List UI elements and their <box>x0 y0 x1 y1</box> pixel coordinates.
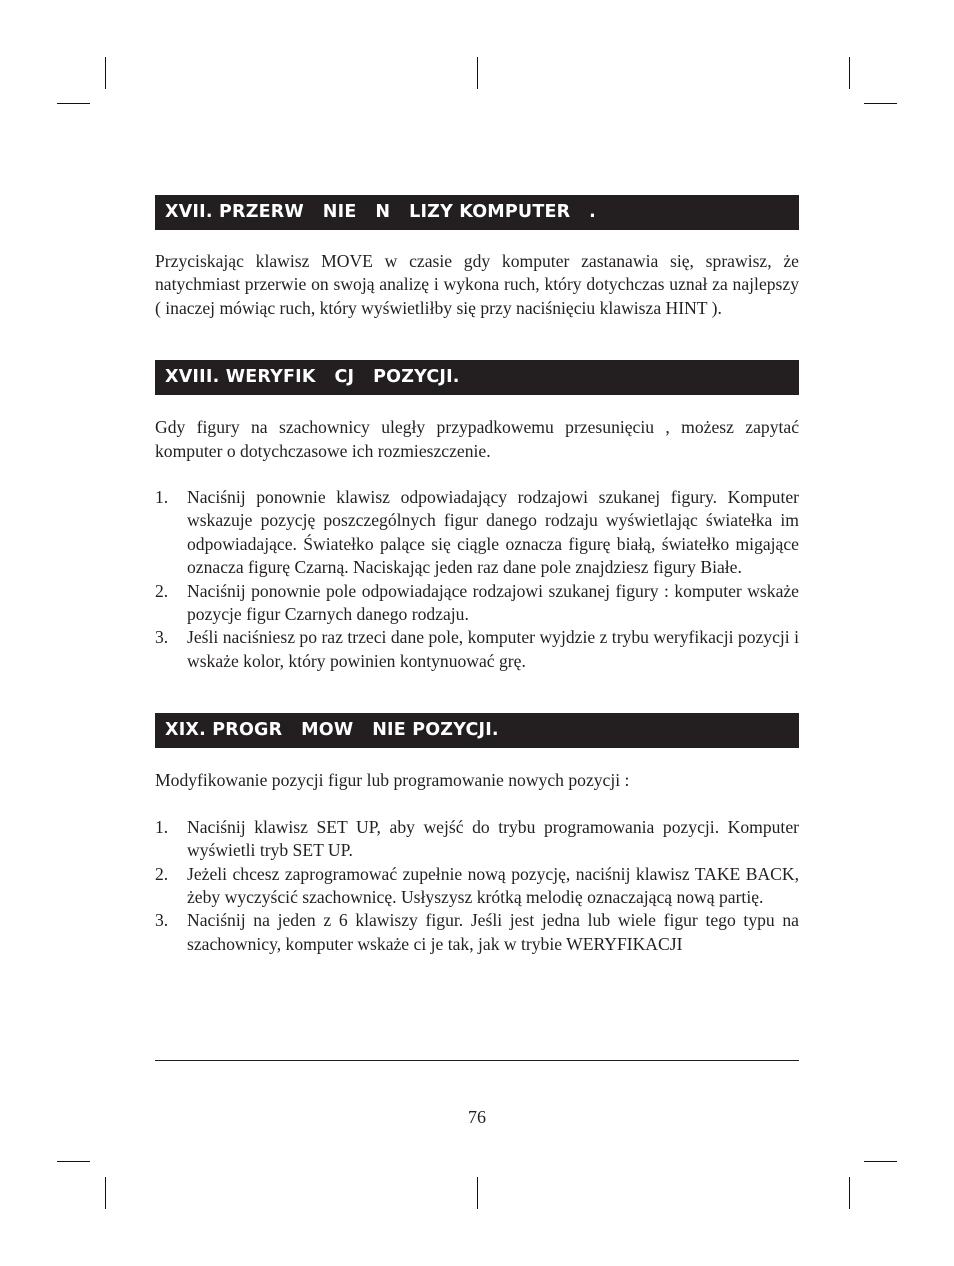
page-content <box>155 195 799 956</box>
crop-mark <box>477 1177 478 1209</box>
crop-mark <box>105 1177 106 1209</box>
list-item: 2. Naciśnij ponownie pole odpowiadające rodzajowi szukanej figury : komputer wskaże pozycje figur Czarnych danego rodzaju. <box>155 580 799 625</box>
list-item: 1. Naciśnij klawisz SET UP, aby wejść do trybu programowania pozycji. Komputer wyświetli tryb SET UP. <box>155 816 799 861</box>
footer-divider <box>155 1060 799 1061</box>
section-19-paragraph: Modyfikowanie pozycji figur lub programowanie nowych pozycji : <box>155 770 630 791</box>
crop-mark <box>477 57 478 89</box>
section-heading-18: XVIII. WERYFIK CJ POZYCJI. <box>155 360 799 395</box>
crop-mark <box>849 1177 850 1209</box>
section-heading-19: XIX. PROGR MOW NIE POZYCJI. <box>155 713 799 748</box>
crop-mark <box>57 103 90 104</box>
section-17-paragraph: Przyciskając klawisz MOVE w czasie gdy komputer zastanawia się, sprawisz, że natychmiast przerwie on swoją analizę i wykona ruch, który dotychczas uznał za najlepszy ( inaczej mówiąc ruch, który wyświetliłby się przy naciśnięciu klawisza HINT ). <box>155 251 799 318</box>
list-item: 3. Naciśnij na jeden z 6 klawiszy figur. Jeśli jest jedna lub wiele figur tego typu na szachownicy, komputer wskaże ci je tak, jak w trybie WERYFIKACJI <box>155 910 799 954</box>
section-18-paragraph: Gdy figury na szachownicy uległy przypadkowemu przesunięciu , możesz zapytać komputer o dotychczasowe ich rozmieszczenie. <box>155 417 799 461</box>
crop-mark <box>57 1161 90 1162</box>
section-heading-17: XVII. PRZERW NIE N LIZY KOMPUTER . <box>155 195 799 230</box>
crop-mark <box>105 57 106 89</box>
crop-mark <box>849 57 850 89</box>
crop-mark <box>864 1161 897 1162</box>
page-number: 76 <box>468 1107 486 1127</box>
section-18-list <box>155 486 799 673</box>
crop-mark <box>864 103 897 104</box>
list-item: 2. Jeżeli chcesz zaprogramować zupełnie nową pozycję, naciśnij klawisz TAKE BACK, żeby wyczyścić szachownicę. Usłyszysz krótką melodię oznaczającą nową partię. <box>155 863 799 907</box>
list-item: 3. Jeśli naciśniesz po raz trzeci dane pole, komputer wyjdzie z trybu weryfikacji pozycji i wskaże kolor, który powinien kontynuować grę. <box>155 627 799 671</box>
list-item: 1. Naciśnij ponownie klawisz odpowiadający rodzajowi szukanej figury. Komputer wskazuje pozycję poszczególnych figur danego rodzaju wyświetlając światełka im odpowiadające. Światełko palące się ciągle oznacza figurę białą, światełko migające oznacza figurę Czarną. Naciskając jeden raz dane pole znajdziesz figury Białe. <box>155 487 799 578</box>
section-19-list <box>155 816 799 956</box>
